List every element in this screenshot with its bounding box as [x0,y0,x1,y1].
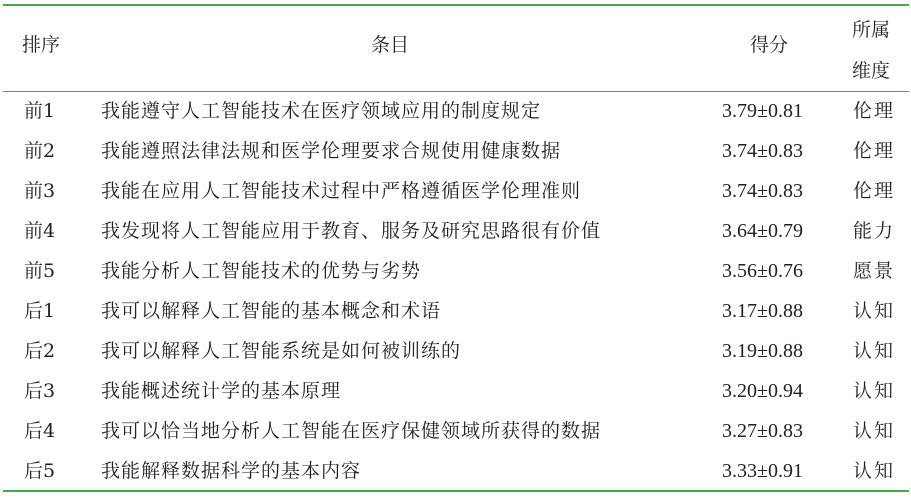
rank-cell: 前1 [24,100,56,122]
rank-cell: 前3 [24,180,56,202]
item-cell: 我能遵守人工智能技术在医疗领域应用的制度规定 [101,100,542,122]
item-cell: 我可以解释人工智能系统是如何被训练的 [101,340,462,362]
rank-cell: 后5 [24,460,56,482]
dimension-cell: 认知 [853,340,896,362]
dimension-cell: 愿景 [853,260,896,282]
dimension-cell: 伦理 [853,180,896,202]
rank-cell: 后4 [24,420,56,442]
score-cell: 3.56±0.76 [722,260,803,282]
table-row [0,371,911,411]
dimension-cell: 认知 [853,300,896,322]
score-cell: 3.27±0.83 [722,420,803,442]
table-row [0,131,911,171]
table-row [0,251,911,291]
bottom-rule [3,490,909,492]
dimension-cell: 认知 [853,420,896,442]
score-cell: 3.74±0.83 [722,140,803,162]
dimension-cell: 伦理 [853,100,896,122]
item-cell: 我能在应用人工智能技术过程中严格遵循医学伦理准则 [101,180,582,202]
header-dimension-line1: 所属 [852,19,891,41]
item-cell: 我可以恰当地分析人工智能在医疗保健领域所获得的数据 [101,420,602,442]
dimension-cell: 能力 [853,220,896,242]
rank-cell: 后2 [24,340,56,362]
table-row [0,331,911,371]
dimension-cell: 认知 [853,460,896,482]
table-row [0,291,911,331]
score-cell: 3.17±0.88 [722,300,803,322]
rank-cell: 前2 [24,140,56,162]
dimension-cell: 认知 [853,380,896,402]
item-cell: 我发现将人工智能应用于教育、服务及研究思路很有价值 [101,220,602,242]
dimension-cell: 伦理 [853,140,896,162]
item-cell: 我可以解释人工智能的基本概念和术语 [101,300,442,322]
header-score: 得分 [750,34,789,56]
top-rule [3,4,909,6]
header-item: 条目 [371,34,410,56]
rank-cell: 前5 [24,260,56,282]
table-row [0,411,911,451]
score-cell: 3.64±0.79 [722,220,803,242]
score-cell: 3.74±0.83 [722,180,803,202]
table-row [0,211,911,251]
score-cell: 3.20±0.94 [722,380,803,402]
score-cell: 3.19±0.88 [722,340,803,362]
table-row [0,451,911,491]
item-cell: 我能遵照法律法规和医学伦理要求合规使用健康数据 [101,140,562,162]
item-cell: 我能概述统计学的基本原理 [101,380,342,402]
table-row [0,91,911,131]
score-cell: 3.33±0.91 [722,460,803,482]
header-rank: 排序 [22,34,61,56]
score-cell: 3.79±0.81 [722,100,803,122]
header-dimension-line2: 维度 [852,60,891,82]
item-cell: 我能解释数据科学的基本内容 [101,460,362,482]
item-cell: 我能分析人工智能技术的优势与劣势 [101,260,422,282]
rank-cell: 后3 [24,380,56,402]
rank-cell: 前4 [24,220,56,242]
table-row [0,171,911,211]
rank-cell: 后1 [24,300,56,322]
